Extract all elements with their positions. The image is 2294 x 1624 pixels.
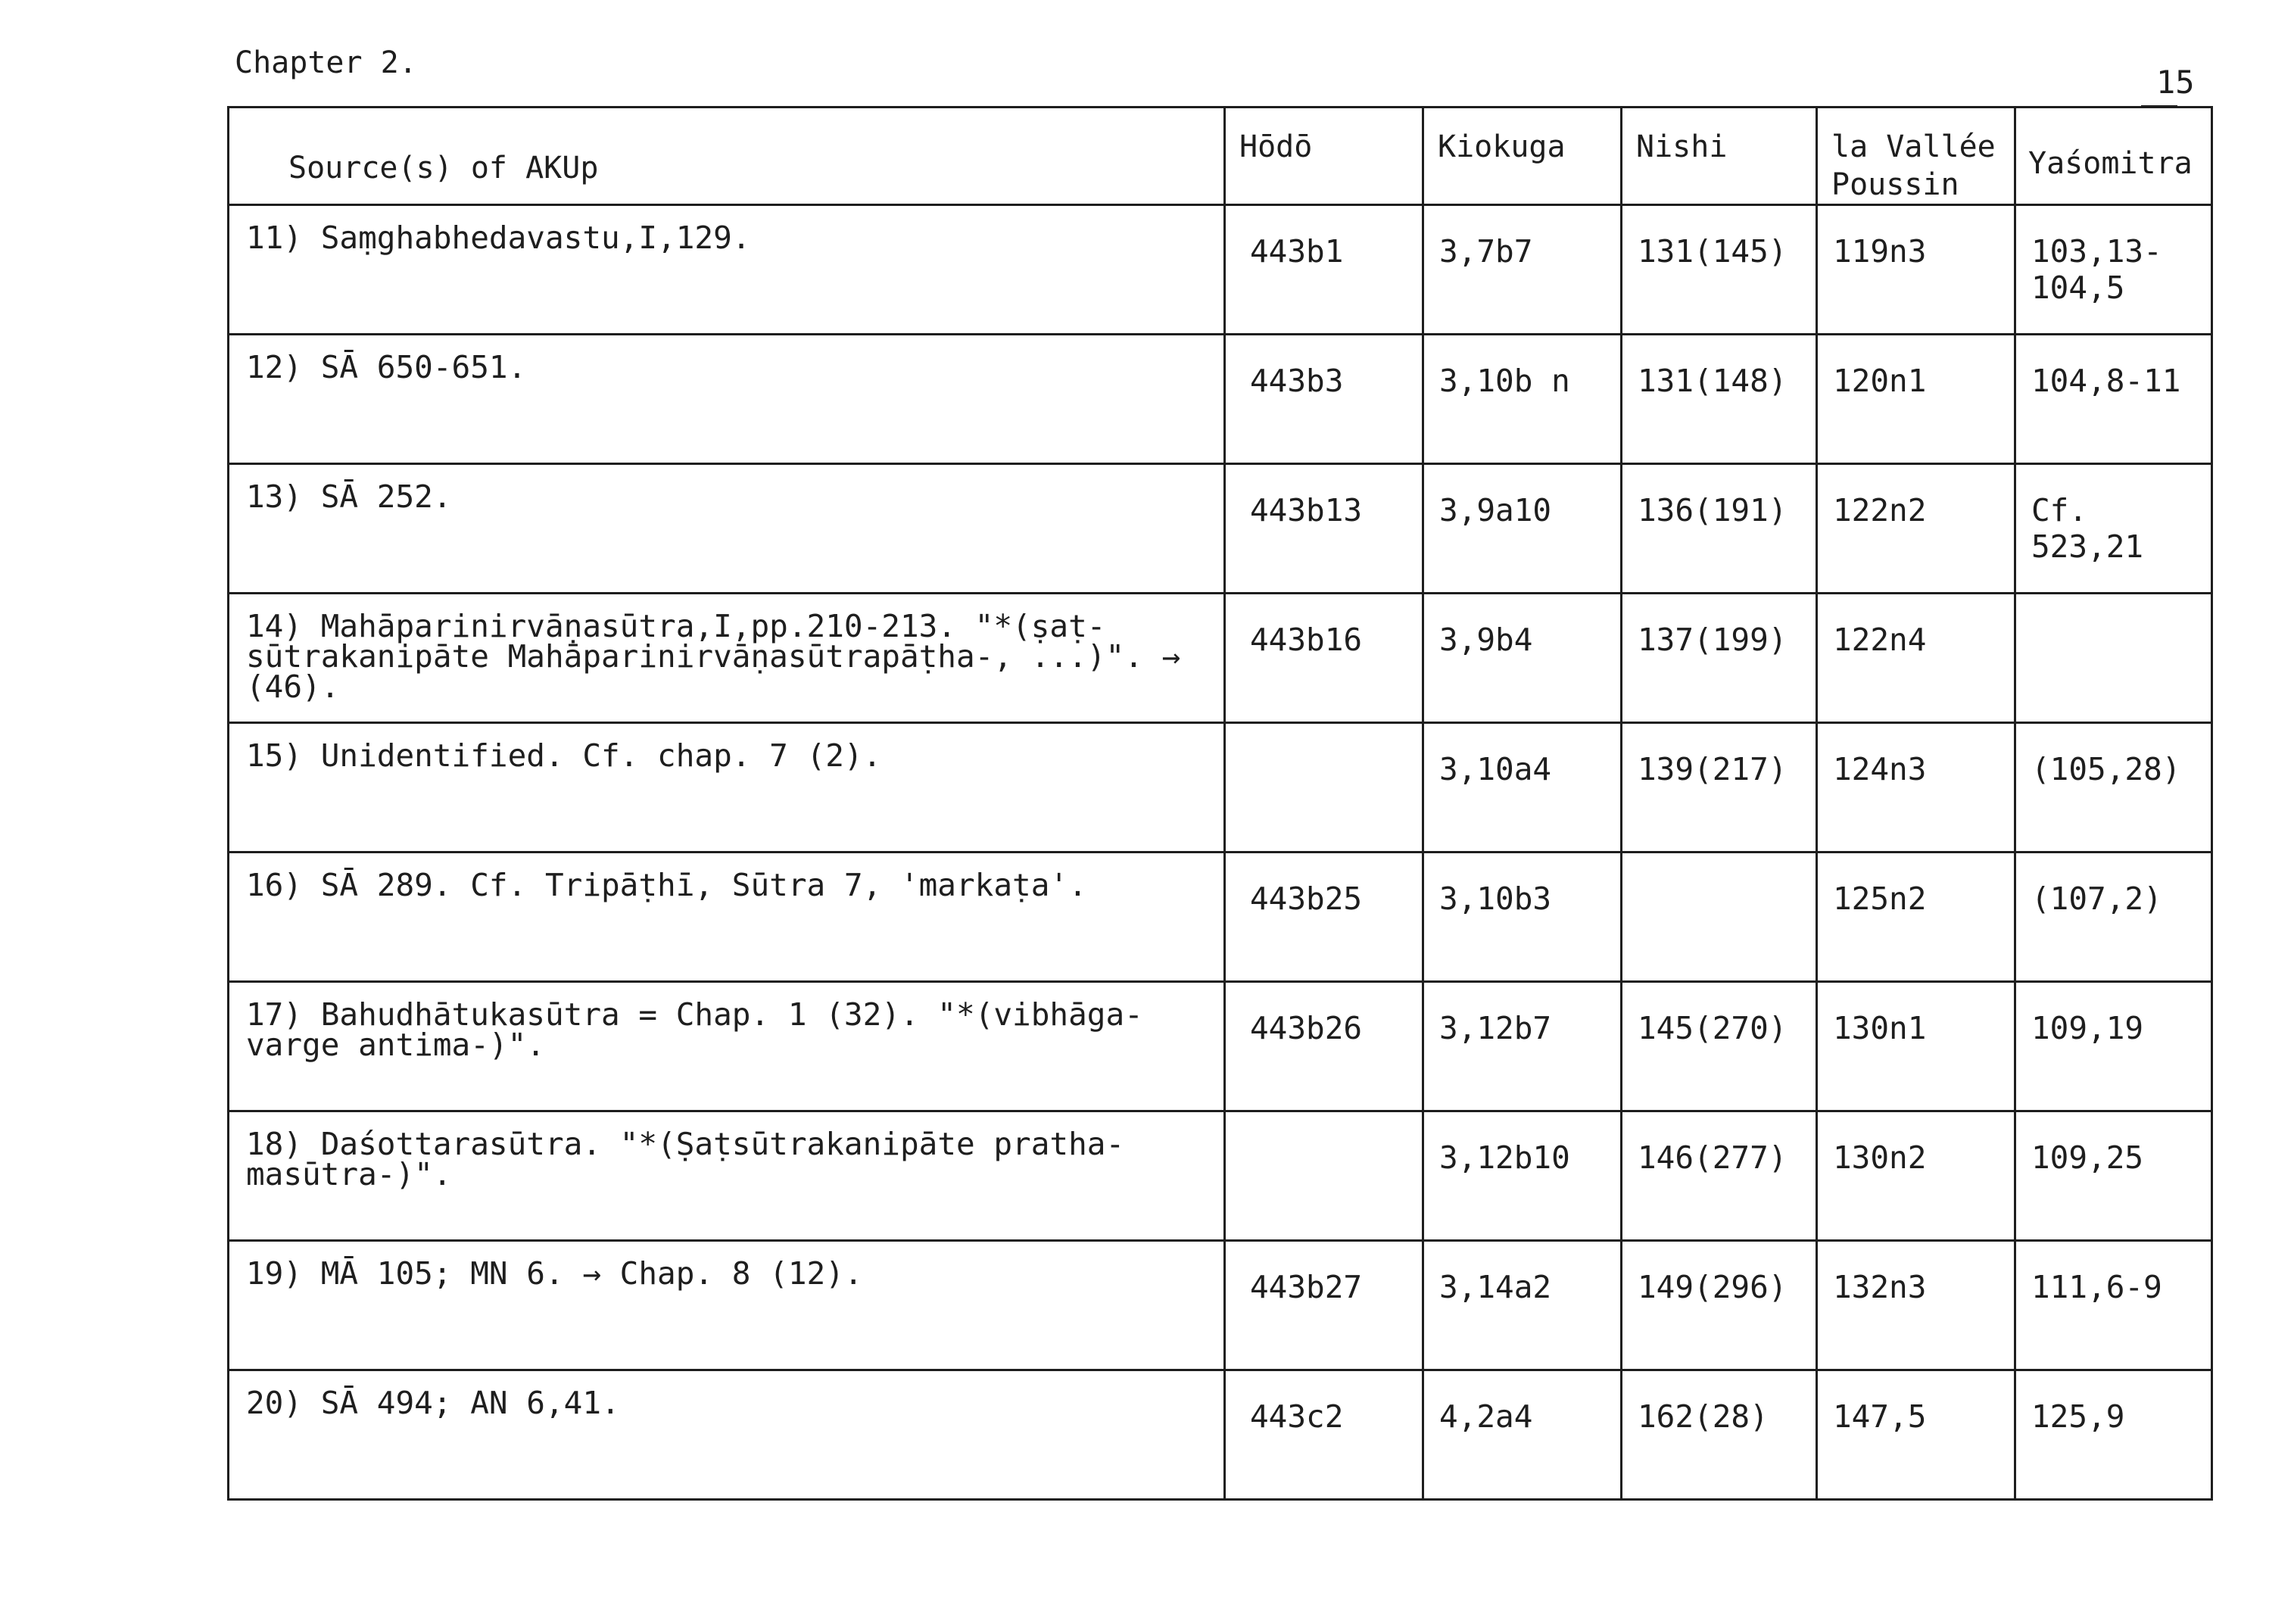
nishi-cell: 131(148) xyxy=(1622,335,1817,464)
nishi-cell: 131(145) xyxy=(1622,205,1817,335)
table-row xyxy=(229,982,2212,1111)
source-cell: 13) SĀ 252. xyxy=(229,464,1225,594)
lvp-cell: 122n4 xyxy=(1817,594,2015,723)
yasomitra-cell: 111,6-9 xyxy=(2015,1241,2212,1370)
kiokuga-cell: 3,10b n xyxy=(1423,335,1622,464)
kiokuga-cell: 3,14a2 xyxy=(1423,1241,1622,1370)
header-source: Source(s) of AKUp xyxy=(229,108,1225,205)
table-row xyxy=(229,1111,2212,1241)
source-cell: 19) MĀ 105; MN 6. → Chap. 8 (12). xyxy=(229,1241,1225,1370)
nishi-cell: 146(277) xyxy=(1622,1111,1817,1241)
yasomitra-cell: 125,9 xyxy=(2015,1370,2212,1500)
hodo-cell: 443b26 xyxy=(1225,982,1423,1111)
lvp-cell: 124n3 xyxy=(1817,723,2015,853)
kiokuga-cell: 4,2a4 xyxy=(1423,1370,1622,1500)
hodo-cell: 443b1 xyxy=(1225,205,1423,335)
header-kiokuga: Kiokuga xyxy=(1423,108,1622,205)
nishi-cell xyxy=(1622,853,1817,982)
source-cell: 14) Mahāparinirvāṇasūtra,I,pp.210-213. "*(ṣaṭ-sūtrakanipāte Mahāparinirvāṇasūtrapāṭha-, ...)". → (46). xyxy=(229,594,1225,723)
table-row xyxy=(229,723,2212,853)
nishi-cell: 137(199) xyxy=(1622,594,1817,723)
lvp-cell: 122n2 xyxy=(1817,464,2015,594)
table-row xyxy=(229,594,2212,723)
table-row xyxy=(229,1241,2212,1370)
yasomitra-cell: (105,28) xyxy=(2015,723,2212,853)
source-cell: 20) SĀ 494; AN 6,41. xyxy=(229,1370,1225,1500)
hodo-cell xyxy=(1225,723,1423,853)
hodo-cell: 443b16 xyxy=(1225,594,1423,723)
hodo-cell: 443b25 xyxy=(1225,853,1423,982)
header-la-vallee-poussin: la Vallée Poussin xyxy=(1817,108,2015,205)
hodo-cell: 443c2 xyxy=(1225,1370,1423,1500)
source-cell: 18) Daśottarasūtra. "*(Ṣaṭsūtrakanipāte pratha-masūtra-)". xyxy=(229,1111,1225,1241)
yasomitra-cell: 103,13-104,5 xyxy=(2015,205,2212,335)
table-row xyxy=(229,464,2212,594)
header-nishi: Nishi xyxy=(1622,108,1817,205)
hodo-cell xyxy=(1225,1111,1423,1241)
table-row xyxy=(229,1370,2212,1500)
header-hodo: Hōdō xyxy=(1225,108,1423,205)
kiokuga-cell: 3,7b7 xyxy=(1423,205,1622,335)
table-header-row xyxy=(229,108,2212,205)
lvp-cell: 130n1 xyxy=(1817,982,2015,1111)
table-row xyxy=(229,205,2212,335)
lvp-cell: 130n2 xyxy=(1817,1111,2015,1241)
kiokuga-cell: 3,12b7 xyxy=(1423,982,1622,1111)
source-cell: 15) Unidentified. Cf. chap. 7 (2). xyxy=(229,723,1225,853)
kiokuga-cell: 3,10b3 xyxy=(1423,853,1622,982)
table-row xyxy=(229,335,2212,464)
source-cell: 11) Saṃghabhedavastu,I,129. xyxy=(229,205,1225,335)
yasomitra-cell: Cf. 523,21 xyxy=(2015,464,2212,594)
chapter-heading: Chapter 2. xyxy=(235,45,417,80)
header-yasomitra: Yaśomitra xyxy=(2015,108,2212,205)
hodo-cell: 443b13 xyxy=(1225,464,1423,594)
source-cell: 17) Bahudhātukasūtra = Chap. 1 (32). "*(vibhāga-varge antima-)". xyxy=(229,982,1225,1111)
yasomitra-cell: (107,2) xyxy=(2015,853,2212,982)
yasomitra-cell: 109,19 xyxy=(2015,982,2212,1111)
hodo-cell: 443b27 xyxy=(1225,1241,1423,1370)
table-row xyxy=(229,853,2212,982)
nishi-cell: 139(217) xyxy=(1622,723,1817,853)
lvp-cell: 120n1 xyxy=(1817,335,2015,464)
source-cell: 12) SĀ 650-651. xyxy=(229,335,1225,464)
hodo-cell: 443b3 xyxy=(1225,335,1423,464)
yasomitra-cell: 104,8-11 xyxy=(2015,335,2212,464)
yasomitra-cell: 109,25 xyxy=(2015,1111,2212,1241)
lvp-cell: 132n3 xyxy=(1817,1241,2015,1370)
nishi-cell: 145(270) xyxy=(1622,982,1817,1111)
page-number: 15 xyxy=(2156,64,2195,101)
kiokuga-cell: 3,9a10 xyxy=(1423,464,1622,594)
lvp-cell: 119n3 xyxy=(1817,205,2015,335)
lvp-cell: 147,5 xyxy=(1817,1370,2015,1500)
lvp-cell: 125n2 xyxy=(1817,853,2015,982)
kiokuga-cell: 3,9b4 xyxy=(1423,594,1622,723)
kiokuga-cell: 3,10a4 xyxy=(1423,723,1622,853)
nishi-cell: 136(191) xyxy=(1622,464,1817,594)
nishi-cell: 149(296) xyxy=(1622,1241,1817,1370)
kiokuga-cell: 3,12b10 xyxy=(1423,1111,1622,1241)
source-cell: 16) SĀ 289. Cf. Tripāṭhī, Sūtra 7, 'markaṭa'. xyxy=(229,853,1225,982)
nishi-cell: 162(28) xyxy=(1622,1370,1817,1500)
sources-table xyxy=(227,106,2213,1501)
yasomitra-cell xyxy=(2015,594,2212,723)
